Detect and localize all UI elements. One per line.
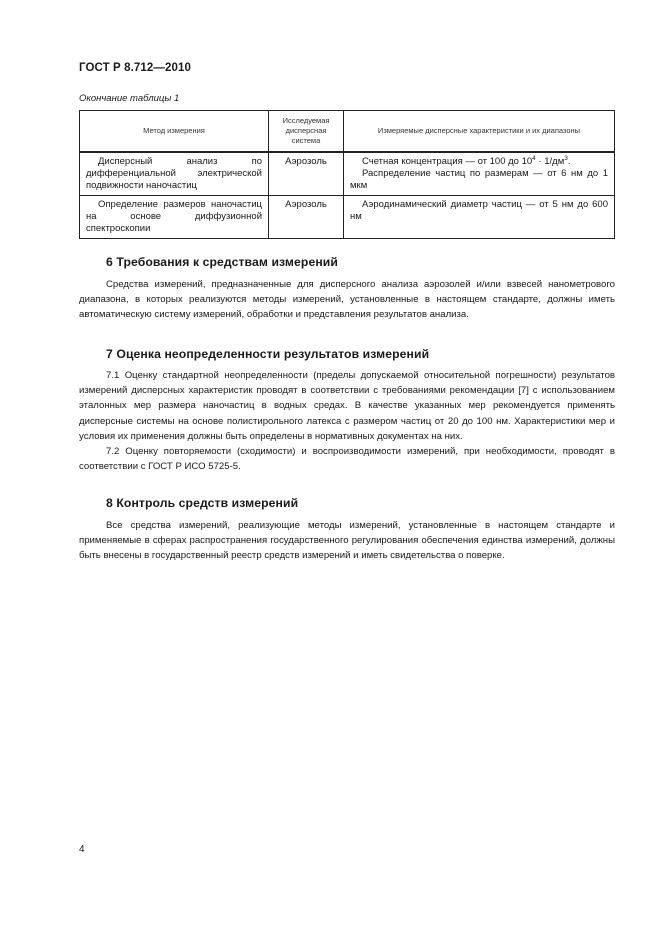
characteristic-line xyxy=(350,156,608,168)
exponent: 3 xyxy=(564,154,568,162)
page-number: 4 xyxy=(79,844,85,855)
section-6-title: 6 Требования к средствам измерений xyxy=(106,255,338,269)
section-8-title: 8 Контроль средств измерений xyxy=(106,496,299,510)
method-text: Дисперсный анализ по дифференциальной электрической подвижности наночастиц xyxy=(86,156,262,191)
table-cell-characteristics xyxy=(344,152,615,196)
table-cell-system: Аэрозоль xyxy=(269,152,344,196)
column-header-system: Исследуемая дисперсная система xyxy=(269,111,344,153)
table-cell-characteristics xyxy=(344,196,615,239)
section-7-title: 7 Оценка неопределенности результатов измерений xyxy=(106,347,430,361)
table-header-row xyxy=(80,111,615,153)
table-row xyxy=(80,152,615,196)
table-cell-method xyxy=(80,196,269,239)
method-text: Определение размеров наночастиц на основе диффузионной спектроскопии xyxy=(86,199,262,234)
characteristic-line: Распределение частиц по размерам — от 6 нм до 1 мкм xyxy=(350,168,608,191)
column-header-characteristics: Измеряемые дисперсные характеристики и их диапазоны xyxy=(344,111,615,153)
characteristic-text: Счетная концентрация — от 100 до 10 xyxy=(362,156,533,167)
table-cell-system: Аэрозоль xyxy=(269,196,344,239)
exponent: 4 xyxy=(532,154,536,162)
section-7-paragraph-1: 7.1 Оценку стандартной неопределенности (пределы допускаемой относительной погрешности) результатов измерений дисперсных характеристик проводят в соответствии с требованиями рекомендации [7] с использованием эталонных мер размера наночастиц в водных средах. В качестве указанных мер рекомендуется применять дисперсные системы на основе полистирольного латекса с размером частиц от 20 до 100 нм. Характеристики мер и условия их применения должны быть определены в нормативных документах на них. xyxy=(79,370,615,442)
column-header-method: Метод измерения xyxy=(80,111,269,153)
characteristic-line: Аэродинамический диаметр частиц — от 5 нм до 600 нм xyxy=(350,199,608,222)
section-6-paragraph: Средства измерений, предназначенные для дисперсного анализа аэрозолей и/или взвесей нанометрового диапазона, в которых реализуются методы измерений, установленные в настоящем стандарте, должны иметь автоматическую систему измерений, обработки и представления результатов анализа. xyxy=(79,279,615,321)
document-header-id: ГОСТ Р 8.712—2010 xyxy=(79,62,191,74)
section-8-paragraph: Все средства измерений, реализующие методы измерений, установленные в настоящем стандарте и применяемые в сферах распространения государственного регулирования обеспечения единства измерений, должны быть внесены в государственный реестр средств измерений и иметь свидетельства о поверке. xyxy=(79,520,615,562)
characteristic-text: · 1/дм xyxy=(535,156,565,167)
methods-table xyxy=(79,110,615,239)
section-7-paragraph-2: 7.2 Оценку повторяемости (сходимости) и воспроизводимости измерений, при необходимости, проводят в соответствии с ГОСТ Р ИСО 5725-5. xyxy=(79,446,615,473)
table-row xyxy=(80,196,615,239)
table-caption: Окончание таблицы 1 xyxy=(79,93,180,104)
characteristic-text: . xyxy=(567,156,571,167)
table-cell-method xyxy=(80,152,269,196)
